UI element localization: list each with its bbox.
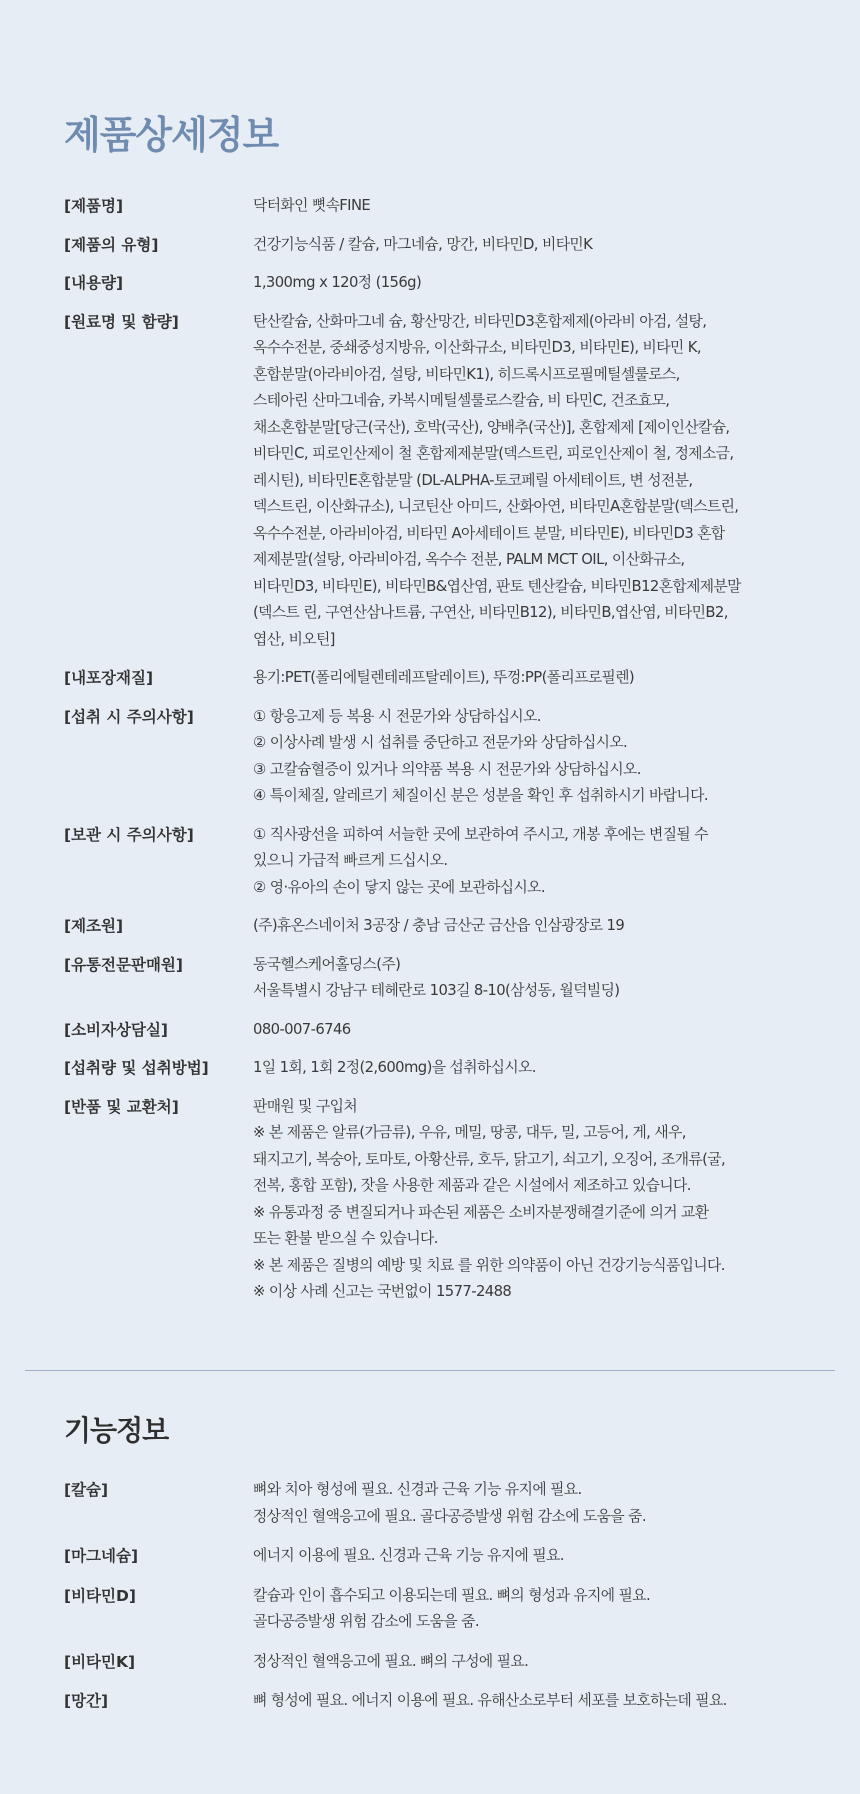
info-row bbox=[64, 665, 824, 692]
row-value bbox=[253, 913, 823, 940]
info-row bbox=[64, 952, 824, 1005]
info-row bbox=[64, 1055, 824, 1082]
row-label: [내용량] bbox=[64, 274, 124, 292]
row-label: [섭취량 및 섭취방법] bbox=[64, 1059, 209, 1077]
value-line: 스테아린 산마그네슘, 카복시메틸셀룰로스칼슘, 비 타민C, 건조효모, bbox=[253, 392, 670, 409]
value-line: 비타민C, 피로인산제이 철 혼합제제분말(덱스트린, 피로인산제이 철, 정제소금, bbox=[253, 445, 734, 462]
row-value bbox=[253, 1649, 823, 1676]
function-row bbox=[64, 1477, 824, 1530]
row-label: [제품의 유형] bbox=[64, 235, 159, 254]
row-value bbox=[253, 1477, 823, 1530]
value-line: 전복, 홍합 포함), 잣을 사용한 제품과 같은 시설에서 제조하고 있습니다. bbox=[253, 1177, 691, 1194]
value-line: ※ 본 제품은 알류(가금류), 우유, 메밀, 땅콩, 대두, 밀, 고등어, 게, 새우, bbox=[253, 1124, 686, 1141]
value-line: 옥수수전분, 아라비아검, 비타민 A아세테이트 분말, 비타민E), 비타민D3 혼합 bbox=[253, 524, 725, 542]
row-label: [섭취 시 주의사항] bbox=[64, 707, 194, 726]
info-row bbox=[64, 232, 824, 259]
value-line: 엽산, 비오틴] bbox=[253, 630, 335, 648]
row-value bbox=[253, 1094, 823, 1306]
row-label: [망간] bbox=[64, 1692, 109, 1710]
value-line: 칼슘과 인이 흡수되고 이용되는데 필요. 뼈의 형성과 유지에 필요. bbox=[253, 1586, 651, 1604]
info-row bbox=[64, 704, 824, 810]
info-row bbox=[64, 913, 824, 940]
row-label: [마그네슘] bbox=[64, 1547, 139, 1565]
row-value bbox=[253, 822, 823, 902]
info-row bbox=[64, 193, 824, 220]
info-row bbox=[64, 270, 824, 297]
value-line: 080-007-6746 bbox=[253, 1020, 351, 1038]
row-label: [비타민D] bbox=[64, 1586, 136, 1605]
row-value bbox=[253, 270, 823, 297]
row-value bbox=[253, 193, 823, 220]
value-line: ① 직사광선을 피하여 서늘한 곳에 보관하여 주시고, 개봉 후에는 변질될 수 bbox=[253, 825, 708, 843]
value-line: ③ 고칼슘혈증이 있거나 의약품 복용 시 전문가와 상담하십시오. bbox=[253, 760, 641, 778]
value-line: 레시틴), 비타민E혼합분말 (DL-ALPHA-토코페릴 아세테이트, 변 성전분, bbox=[253, 471, 693, 489]
value-line: 채소혼합분말[당근(국산), 호박(국산), 양배추(국산)], 혼합제제 [제이인산칼슘, bbox=[253, 418, 730, 436]
row-value bbox=[253, 952, 823, 1005]
value-line: 골다공증발생 위험 감소에 도움을 줌. bbox=[253, 1613, 479, 1630]
function-row bbox=[64, 1583, 824, 1636]
value-line: 혼합분말(아라비아검, 설탕, 비타민K1), 히드록시프로필메틸셀룰로스, bbox=[253, 365, 680, 383]
value-line: 뼈 형성에 필요. 에너지 이용에 필요. 유해산소로부터 세포를 보호하는데 필요. bbox=[253, 1692, 727, 1709]
value-line: 에너지 이용에 필요. 신경과 근육 기능 유지에 필요. bbox=[253, 1547, 564, 1564]
value-line: ※ 이상 사례 신고는 국번없이 1577-2488 bbox=[253, 1283, 512, 1300]
value-line: 서울특별시 강남구 테헤란로 103길 8-10(삼성동, 월덕빌딩) bbox=[253, 982, 620, 999]
row-value bbox=[253, 1017, 823, 1044]
info-row bbox=[64, 1017, 824, 1044]
row-label: [유통전문판매원] bbox=[64, 955, 183, 974]
value-line: 돼지고기, 복숭아, 토마토, 아황산류, 호두, 닭고기, 쇠고기, 오징어, 조개류(굴, bbox=[253, 1150, 726, 1168]
info-row bbox=[64, 309, 824, 654]
value-line: ④ 특이체질, 알레르기 체질이신 분은 성분을 확인 후 섭취하시기 바랍니다. bbox=[253, 787, 708, 804]
value-line: 용기:PET(폴리에틸렌테레프탈레이트), 뚜껑:PP(폴리프로필렌) bbox=[253, 669, 635, 686]
value-line: 탄산칼슘, 산화마그네 슘, 황산망간, 비타민D3혼합제제(아라비 아검, 설탕, bbox=[253, 312, 707, 330]
value-line: ② 영·유아의 손이 닿지 않는 곳에 보관하십시오. bbox=[253, 878, 545, 896]
row-label: [비타민K] bbox=[64, 1652, 136, 1671]
function-row bbox=[64, 1649, 824, 1676]
value-line: 닥터화인 뼛속FINE bbox=[253, 197, 371, 214]
value-line: 정상적인 혈액응고에 필요. 골다공증발생 위험 감소에 도움을 줌. bbox=[253, 1507, 646, 1525]
value-line: 옥수수전분, 중쇄중성지방유, 이산화규소, 비타민D3, 비타민E), 비타민 K, bbox=[253, 339, 701, 356]
row-label: [제조원] bbox=[64, 917, 124, 935]
function-row bbox=[64, 1688, 824, 1715]
value-line: 덱스트린, 이산화규소), 니코틴산 아미드, 산화아연, 비타민A혼합분말(덱스트린, bbox=[253, 498, 739, 515]
value-line: 판매원 및 구입처 bbox=[253, 1097, 358, 1115]
function-section-title: 기능정보 bbox=[64, 1414, 169, 1447]
product-info-table bbox=[64, 193, 824, 1318]
value-line: ② 이상사례 발생 시 섭취를 중단하고 전문가와 상담하십시오. bbox=[253, 734, 628, 751]
value-line: ① 항응고제 등 복용 시 전문가와 상담하십시오. bbox=[253, 707, 541, 725]
section-divider bbox=[25, 1370, 835, 1371]
value-line: (주)휴온스네이처 3공장 / 충남 금산군 금산읍 인삼광장로 19 bbox=[253, 917, 625, 934]
info-row bbox=[64, 1094, 824, 1306]
row-value bbox=[253, 232, 823, 259]
value-line: 동국헬스케어홀딩스(주) bbox=[253, 955, 401, 973]
row-value bbox=[253, 1583, 823, 1636]
row-value bbox=[253, 704, 823, 810]
row-label: [원료명 및 함량] bbox=[64, 312, 179, 331]
row-value bbox=[253, 1543, 823, 1570]
value-line: 1일 1회, 1회 2정(2,600mg)을 섭취하십시오. bbox=[253, 1059, 536, 1076]
value-line: 건강기능식품 / 칼슘, 마그네슘, 망간, 비타민D, 비타민K bbox=[253, 235, 593, 253]
function-row bbox=[64, 1543, 824, 1570]
value-line: ※ 유통과정 중 변질되거나 파손된 제품은 소비자분쟁해결기준에 의거 교환 bbox=[253, 1203, 709, 1221]
page-title: 제품상세정보 bbox=[64, 113, 279, 157]
row-value bbox=[253, 309, 823, 654]
row-label: [반품 및 교환처] bbox=[64, 1097, 179, 1116]
info-row bbox=[64, 822, 824, 902]
value-line: (덱스트 린, 구연산삼나트륨, 구연산, 비타민B12), 비타민B,엽산염, 비타민B2, bbox=[253, 604, 728, 621]
row-label: [보관 시 주의사항] bbox=[64, 825, 194, 844]
row-label: [칼슘] bbox=[64, 1481, 109, 1499]
value-line: 비타민D3, 비타민E), 비타민B&엽산염, 판토 텐산칼슘, 비타민B12혼합제제분말 bbox=[253, 577, 741, 595]
value-line: 정상적인 혈액응고에 필요. 뼈의 구성에 필요. bbox=[253, 1652, 529, 1670]
row-label: [제품명] bbox=[64, 197, 124, 215]
row-value bbox=[253, 665, 823, 692]
value-line: 또는 환불 받으실 수 있습니다. bbox=[253, 1230, 438, 1247]
row-label: [내포장재질] bbox=[64, 669, 154, 687]
row-label: [소비자상담실] bbox=[64, 1020, 169, 1039]
value-line: 뼈와 치아 형성에 필요. 신경과 근육 기능 유지에 필요. bbox=[253, 1481, 582, 1498]
value-line: 있으니 가급적 빠르게 드십시오. bbox=[253, 852, 448, 869]
row-value bbox=[253, 1055, 823, 1082]
function-info-table bbox=[64, 1477, 824, 1728]
value-line: 제제분말(설탕, 아라비아검, 옥수수 전분, PALM MCT OIL, 이산화규소, bbox=[253, 551, 685, 568]
value-line: ※ 본 제품은 질병의 예방 및 치료 를 위한 의약품이 아닌 건강기능식품입니다. bbox=[253, 1256, 725, 1274]
row-value bbox=[253, 1688, 823, 1715]
value-line: 1,300mg x 120정 (156g) bbox=[253, 274, 422, 291]
